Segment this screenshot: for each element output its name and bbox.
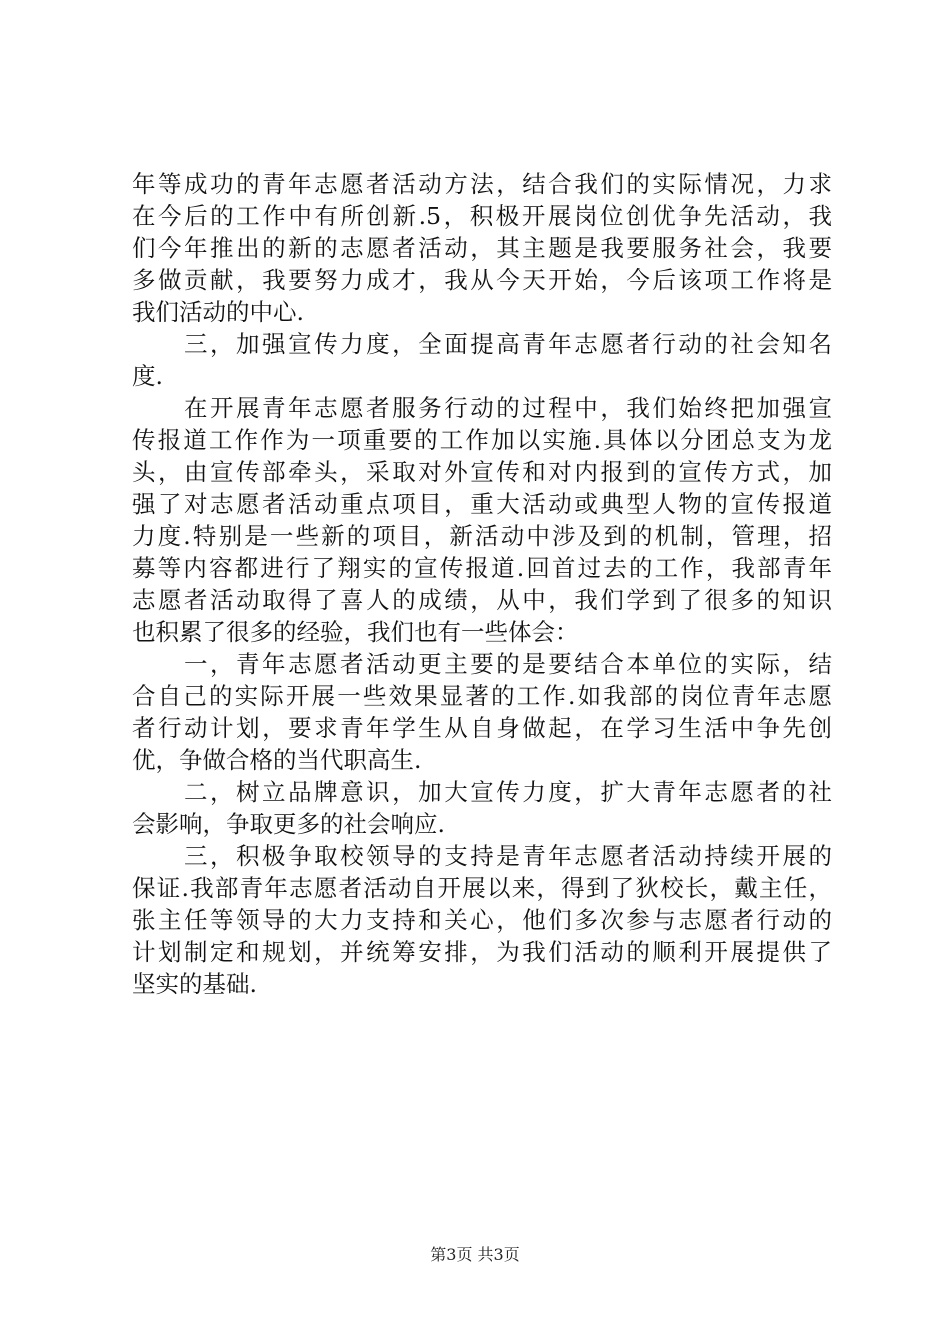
text-line: 力度.特别是一些新的项目，新活动中涉及到的机制，管理，招 — [132, 522, 832, 550]
text-line: 在开展青年志愿者服务行动的过程中，我们始终把加强宣 — [184, 394, 832, 422]
text-line: 头，由宣传部牵头，采取对外宣传和对内报到的宣传方式，加 — [132, 458, 832, 486]
text-line: 传报道工作作为一项重要的工作加以实施.具体以分团总支为龙 — [132, 426, 832, 454]
text-line: 多做贡献，我要努力成才，我从今天开始，今后该项工作将是 — [132, 266, 832, 294]
text-line: 张主任等领导的大力支持和关心，他们多次参与志愿者行动的 — [132, 906, 832, 934]
text-line: 计划制定和规划，并统筹安排，为我们活动的顺利开展提供了 — [132, 938, 832, 966]
document-body — [132, 168, 832, 1000]
text-line: 会影响，争取更多的社会响应. — [132, 810, 445, 838]
text-line: 度. — [132, 362, 163, 390]
page-number-footer: 第3页 共3页 — [430, 1245, 520, 1264]
text-line: 我们活动的中心. — [132, 298, 304, 326]
text-line: 三，积极争取校领导的支持是青年志愿者活动持续开展的 — [184, 842, 832, 870]
text-line: 者行动计划，要求青年学生从自身做起，在学习生活中争先创 — [132, 714, 832, 742]
text-line: 三，加强宣传力度，全面提高青年志愿者行动的社会知名 — [184, 330, 832, 358]
text-line: 在今后的工作中有所创新.5，积极开展岗位创优争先活动，我 — [132, 202, 832, 230]
text-line: 志愿者活动取得了喜人的成绩，从中，我们学到了很多的知识 — [132, 586, 832, 614]
text-line: 优，争做合格的当代职高生. — [132, 746, 422, 774]
text-line: 也积累了很多的经验，我们也有一些体会： — [132, 618, 579, 646]
text-line: 们今年推出的新的志愿者活动，其主题是我要服务社会，我要 — [132, 234, 832, 262]
text-line: 合自己的实际开展一些效果显著的工作.如我部的岗位青年志愿 — [132, 682, 832, 710]
text-line: 一，青年志愿者活动更主要的是要结合本单位的实际，结 — [184, 650, 832, 678]
text-line: 坚实的基础. — [132, 970, 257, 998]
text-line: 强了对志愿者活动重点项目，重大活动或典型人物的宣传报道 — [132, 490, 832, 518]
text-line: 二，树立品牌意识，加大宣传力度，扩大青年志愿者的社 — [184, 778, 832, 806]
text-line: 保证.我部青年志愿者活动自开展以来，得到了狄校长，戴主任， — [132, 874, 832, 902]
text-line: 募等内容都进行了翔实的宣传报道.回首过去的工作，我部青年 — [132, 554, 832, 582]
text-line: 年等成功的青年志愿者活动方法，结合我们的实际情况，力求 — [132, 170, 832, 198]
